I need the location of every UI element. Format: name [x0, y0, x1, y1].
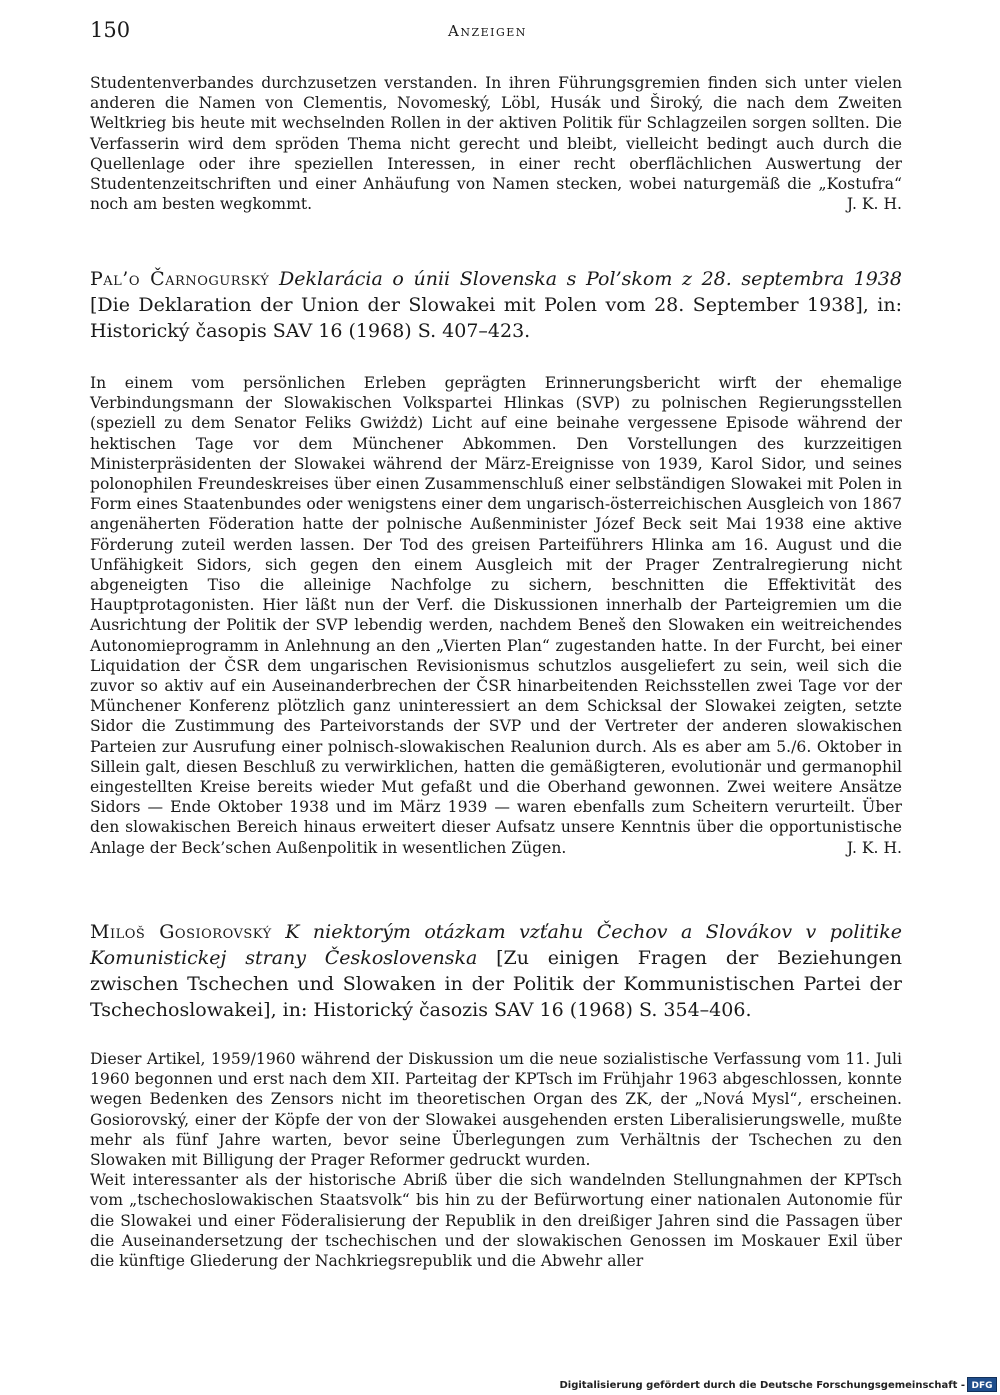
digitization-credit: Digitalisierung gefördert durch die Deutsche Forschungsgemeinschaft - — [559, 1380, 965, 1391]
review-2-author: Pal’o Čarnogurský — [90, 268, 270, 290]
review-1-ending — [90, 73, 902, 214]
review-3-body — [90, 1049, 902, 1271]
dfg-logo-icon — [967, 1377, 997, 1392]
review-3-heading — [90, 919, 902, 1023]
dfg-logo-label: DFG — [971, 1381, 993, 1391]
page-number: 150 — [90, 18, 131, 42]
running-head: Anzeigen — [448, 22, 527, 40]
review-2-text: In einem vom persönlichen Erleben geprägten Erinnerungsbericht wirft der ehemalige Verbindungsmann der Slowakischen Volkspartei Hlinkas (SVP) zu polnischen Regierungsstellen (speziell zu dem Senator Feliks Gwiżdż) Licht auf eine beinahe vergessene Episode während der hektischen Tage vor dem Münchener Abkommen. Den Vorstellungen des kurzzeitigen Ministerpräsidenten der Slowakei während der März-Ereignisse von 1939, Karol Sidor, und seines polonophilen Freundeskreises über einen Zusammenschluß einer selbständigen Slowakei mit Polen in Form eines Staatenbundes oder wenigstens einer dem ungarisch-österreichischen Ausgleich von 1867 angenäherten Föderation hatte der polnische Außenminister Józef Beck seit Mai 1938 eine aktive Förderung zuteil werden lassen. Der Tod des greisen Parteiführers Hlinka am 16. August und die Unfähigkeit Sidors, sich gegen den einem Ausgleich mit der Prager Zentralregierung nicht abgeneigten Tiso die alleinige Nachfolge zu sichern, beschnitten die Effektivität des Hauptprotagonisten. Hier läßt nun der Verf. die Diskussionen innerhalb der Parteigremien um die Ausrichtung der Politik der SVP lebendig werden, nachdem Beneš den Slowaken ein weitreichendes Autonomieprogramm in Anlehnung an den „Vierten Plan“ zugestanden hatte. In der Furcht, bei einer Liquidation der ČSR dem ungarischen Revisionismus schutzlos ausgeliefert zu sein, weil sich die zuvor so aktiv auf ein Auseinanderbrechen der ČSR hinarbeitenden Reichsstellen zwei Tage vor der Münchener Konferenz plötzlich ganz uninteressiert an dem Schicksal der Slowakei zeigten, setzte Sidor die Zustimmung des Parteivorstands der SVP und der Vertreter der anderen slowakischen Parteien zur Ausrufung einer polnisch-slowakischen Realunion durch. Als es aber am 5./6. Oktober in Sillein galt, diesen Beschluß zu verwirklichen, hatten die gemäßigteren, evolutionär und germanophil eingestellten Kreise bereits wieder Mut gefaßt und die Oberhand gewonnen. Zwei weitere Ansätze Sidors — Ende Oktober 1938 und im März 1939 — waren ebenfalls zum Scheitern verurteilt. Über den slowakischen Bereich hinaus erweitert dieser Aufsatz unsere Kenntnis über die opportunistische Anlage der Beck’schen Außenpolitik in wesentlichen Zügen. — [90, 374, 903, 857]
review-3-title: K niektorým otázkam vzťahu Čechov a Slovákov v politike Komunistickej strany Československa — [90, 921, 902, 969]
review-1-text: Studentenverbandes durchzusetzen verstanden. In ihren Führungsgremien finden sich unter vielen anderen die Namen von Clementis, Novomeský, Löbl, Husák und Široký, die nach dem Zweiten Weltkrieg bis heute mit wechselnden Rollen in der aktiven Politik für Schlagzeilen sorgen sollten. Die Verfasserin wird dem spröden Thema nicht gerecht und bleibt, vielleicht bedingt auch durch die Quellenlage oder ihre speziellen Interessen, in einer recht oberflächlichen Auswertung der Studentenzeitschriften und einer Anhäufung von Namen stecken, wobei naturgemäß die „Kostufra“ noch am besten wegkommt. — [90, 74, 902, 214]
review-3-author: Miloš Gosiorovský — [90, 921, 272, 943]
review-2-body — [90, 373, 902, 858]
review-1-signature: J. K. H. — [846, 195, 902, 214]
review-2-signature: J. K. H. — [846, 838, 902, 857]
review-3-paragraph-2: Weit interessanter als der historische Abriß über die sich wandelnden Stellungnahmen der KPTsch vom „tschechoslowakischen Staatsvolk“ bis hin zu der Befürwortung einer nationalen Autonomie für die Slowakei und einer Föderalisierung der Republik in den dreißiger Jahren sind die Passagen über die Auseinandersetzung der tschechischen und der slowakischen Genossen im Moskauer Exil über die künftige Gliederung der Nachkriegsrepublik und die Abwehr aller — [90, 1171, 902, 1271]
review-2-paragraph — [90, 373, 902, 858]
review-2-heading — [90, 266, 902, 344]
review-3-paragraph-1: Dieser Artikel, 1959/1960 während der Diskussion um die neue sozialistische Verfassung vom 11. Juli 1960 begonnen und erst nach dem XII. Parteitag der KPTsch im Frühjahr 1963 abgeschlossen, konnte wegen Bedenken des Zensors nicht im theoretischen Organ des ZK, der „Nová Mysl“, erscheinen. Gosiorovský, einer der Köpfe der von der Slowakei ausgehenden ersten Liberalisierungswelle, mußte mehr als fünf Jahre warten, bevor seine Überlegungen zum Verhältnis der Tschechen zu den Slowaken mit Billigung der Prager Reformer gedruckt wurden. — [90, 1050, 902, 1170]
review-2-title: Deklarácia o únii Slovenska s Pol’skom z 28. septembra 1938 — [278, 268, 902, 290]
review-2-citation: [Die Deklaration der Union der Slowakei mit Polen vom 28. September 1938], in: Historický časopis SAV 16 (1968) S. 407–423. — [90, 294, 902, 342]
review-1-paragraph — [90, 73, 902, 214]
review-3-citation: [Zu einigen Fragen der Beziehungen zwischen Tschechen und Slowaken in der Politik der Kommunistischen Partei der Tschechoslowakei], in: Historický časozis SAV 16 (1968) S. 354–406. — [90, 947, 902, 1021]
